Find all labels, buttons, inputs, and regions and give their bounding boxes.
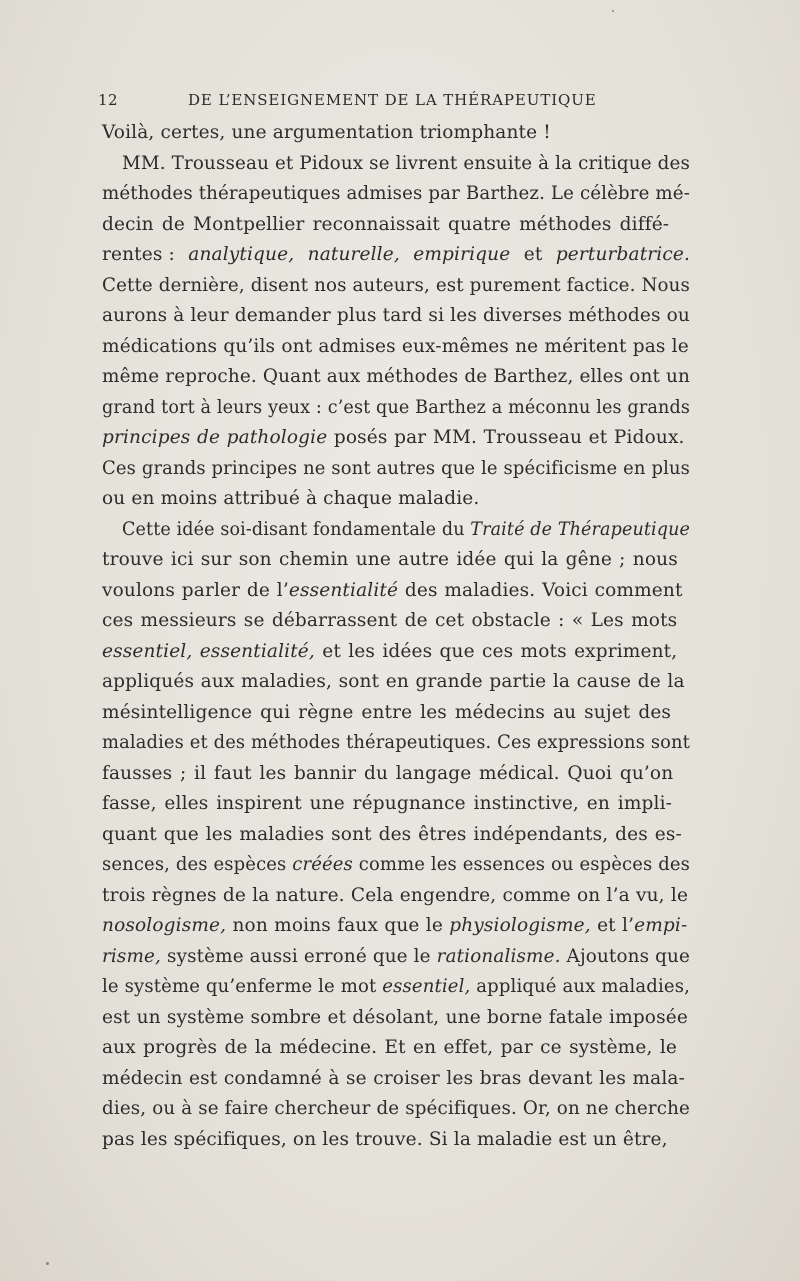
text-segment: Cette dernière, disent nos auteurs, est purement factice. Nous [102,274,690,296]
text-segment-italic: créées [292,854,353,875]
text-line [102,759,690,790]
page-header [0,91,800,115]
text-line [102,850,690,881]
text-segment-italic: empi- [634,915,688,936]
text-segment-italic: essentiel, essentialité, [102,640,315,662]
text-line [102,728,690,759]
text-segment: système aussi erroné que le [161,945,437,967]
paper-speck [612,10,614,12]
text-segment: ces messieurs se débarrassent de cet obstacle : « Les mots [102,610,678,631]
text-line [102,332,690,363]
text-segment: Ces grands principes ne sont autres que le spécificisme en plus [102,457,690,479]
text-line [102,1094,690,1125]
text-segment: posés par MM. Trousseau et Pidoux. [327,427,685,448]
text-segment: le système qu’enferme le mot [102,976,383,997]
text-segment: voulons parler de l’ [102,579,289,601]
text-segment: trouve ici sur son chemin une autre idée qui la gêne ; nous [102,549,678,570]
body-text [102,118,690,1155]
text-line [102,942,690,973]
text-segment: mésintelligence qui règne entre les médecins au sujet des [102,701,672,723]
text-segment: comme les essences ou espèces des [352,854,690,875]
text-line [102,1125,690,1156]
text-segment: même reproche. Quant aux méthodes de Barthez, elles ont un [102,366,690,387]
text-line [102,362,690,393]
text-line [102,637,690,668]
text-line [102,881,690,912]
text-segment: médications qu’ils ont admises eux-mêmes ne méritent pas le [102,335,689,357]
text-line [102,454,690,485]
text-segment: et l’ [590,915,635,936]
text-segment: médecin est condamné à se croiser les bras devant les mala- [102,1067,686,1089]
text-segment-italic: Traité de Thérapeutique [470,518,690,540]
text-segment: pas les spécifiques, on les trouve. Si la maladie est un être, [102,1128,668,1150]
text-segment: est un système sombre et désolant, une borne fatale imposée [102,1006,688,1028]
text-segment-italic: empirique [413,244,511,265]
text-line [102,667,690,698]
text-line [102,911,690,942]
text-segment-italic: perturbatrice. [555,244,690,265]
text-line [102,423,690,454]
text-segment-italic: risme, [102,945,162,967]
text-segment: ou en moins attribué à chaque maladie. [102,488,480,509]
text-line [102,576,690,607]
text-line [102,972,690,1003]
text-line [102,545,690,576]
text-segment-italic: rationalisme. [436,945,561,967]
text-segment: méthodes thérapeutiques admises par Barthez. Le célèbre mé- [102,183,690,204]
text-segment: Ajoutons que [560,945,690,967]
text-line [102,820,690,851]
text-segment-italic: essentiel, [382,976,471,997]
text-segment: des maladies. Voici comment [398,579,683,601]
text-line [102,698,690,729]
text-segment: appliqués aux maladies, sont en grande partie la cause de la [102,671,685,692]
text-line [102,515,690,546]
text-segment: Voilà, certes, une argumentation triomphante ! [102,122,551,143]
text-line [102,149,690,180]
text-segment: dies, ou à se faire chercheur de spécifiques. Or, on ne cherche [102,1098,690,1119]
text-line [102,179,690,210]
text-segment: aurons à leur demander plus tard si les diverses méthodes ou [102,305,690,326]
text-segment: et les idées que ces mots expriment, [314,640,678,662]
text-segment: grand tort à leurs yeux : c’est que Barthez a méconnu les grands [102,396,690,418]
text-segment: et [523,244,543,265]
text-line [102,118,690,149]
text-line [102,301,690,332]
text-segment-italic: principes de pathologie [102,427,328,448]
text-line [102,210,690,241]
text-line [102,484,690,515]
text-segment-italic: essentialité [288,579,399,601]
text-line [102,240,690,271]
text-line [102,789,690,820]
text-segment-italic: physiologisme, [449,915,591,936]
text-segment-italic: analytique, [188,244,295,265]
page-number: 12 [98,91,119,109]
text-segment: Cette idée soi-disant fondamentale du [122,518,471,540]
text-segment: MM. Trousseau et Pidoux se livrent ensuite à la critique des [122,152,690,174]
text-line [102,1033,690,1064]
text-segment: appliqué aux maladies, [470,976,690,997]
text-line [102,271,690,302]
text-line [102,1003,690,1034]
text-segment: decin de Montpellier reconnaissait quatre méthodes diffé- [102,213,670,235]
running-head: DE L’ENSEIGNEMENT DE LA THÉRAPEUTIQUE [188,91,597,109]
text-segment: fasse, elles inspirent une répugnance instinctive, en impli- [102,793,673,814]
text-line [102,606,690,637]
text-segment: aux progrès de la médecine. Et en effet, par ce système, le [102,1037,677,1058]
text-segment-italic: naturelle, [307,244,400,265]
text-segment: trois règnes de la nature. Cela engendre, comme on l’a vu, le [102,884,689,906]
paper-speck [46,1262,49,1265]
text-line [102,1064,690,1095]
text-segment: non moins faux que le [226,915,450,936]
text-line [102,393,690,424]
text-segment: quant que les maladies sont des êtres indépendants, des es- [102,823,682,845]
text-segment: rentes : [102,244,175,265]
text-segment: sences, des espèces [102,854,293,875]
text-segment-italic: nosologisme, [102,915,227,936]
text-segment: fausses ; il faut les bannir du langage médical. Quoi qu’on [102,762,674,784]
text-segment: maladies et des méthodes thérapeutiques. Ces expressions sont [102,732,690,753]
